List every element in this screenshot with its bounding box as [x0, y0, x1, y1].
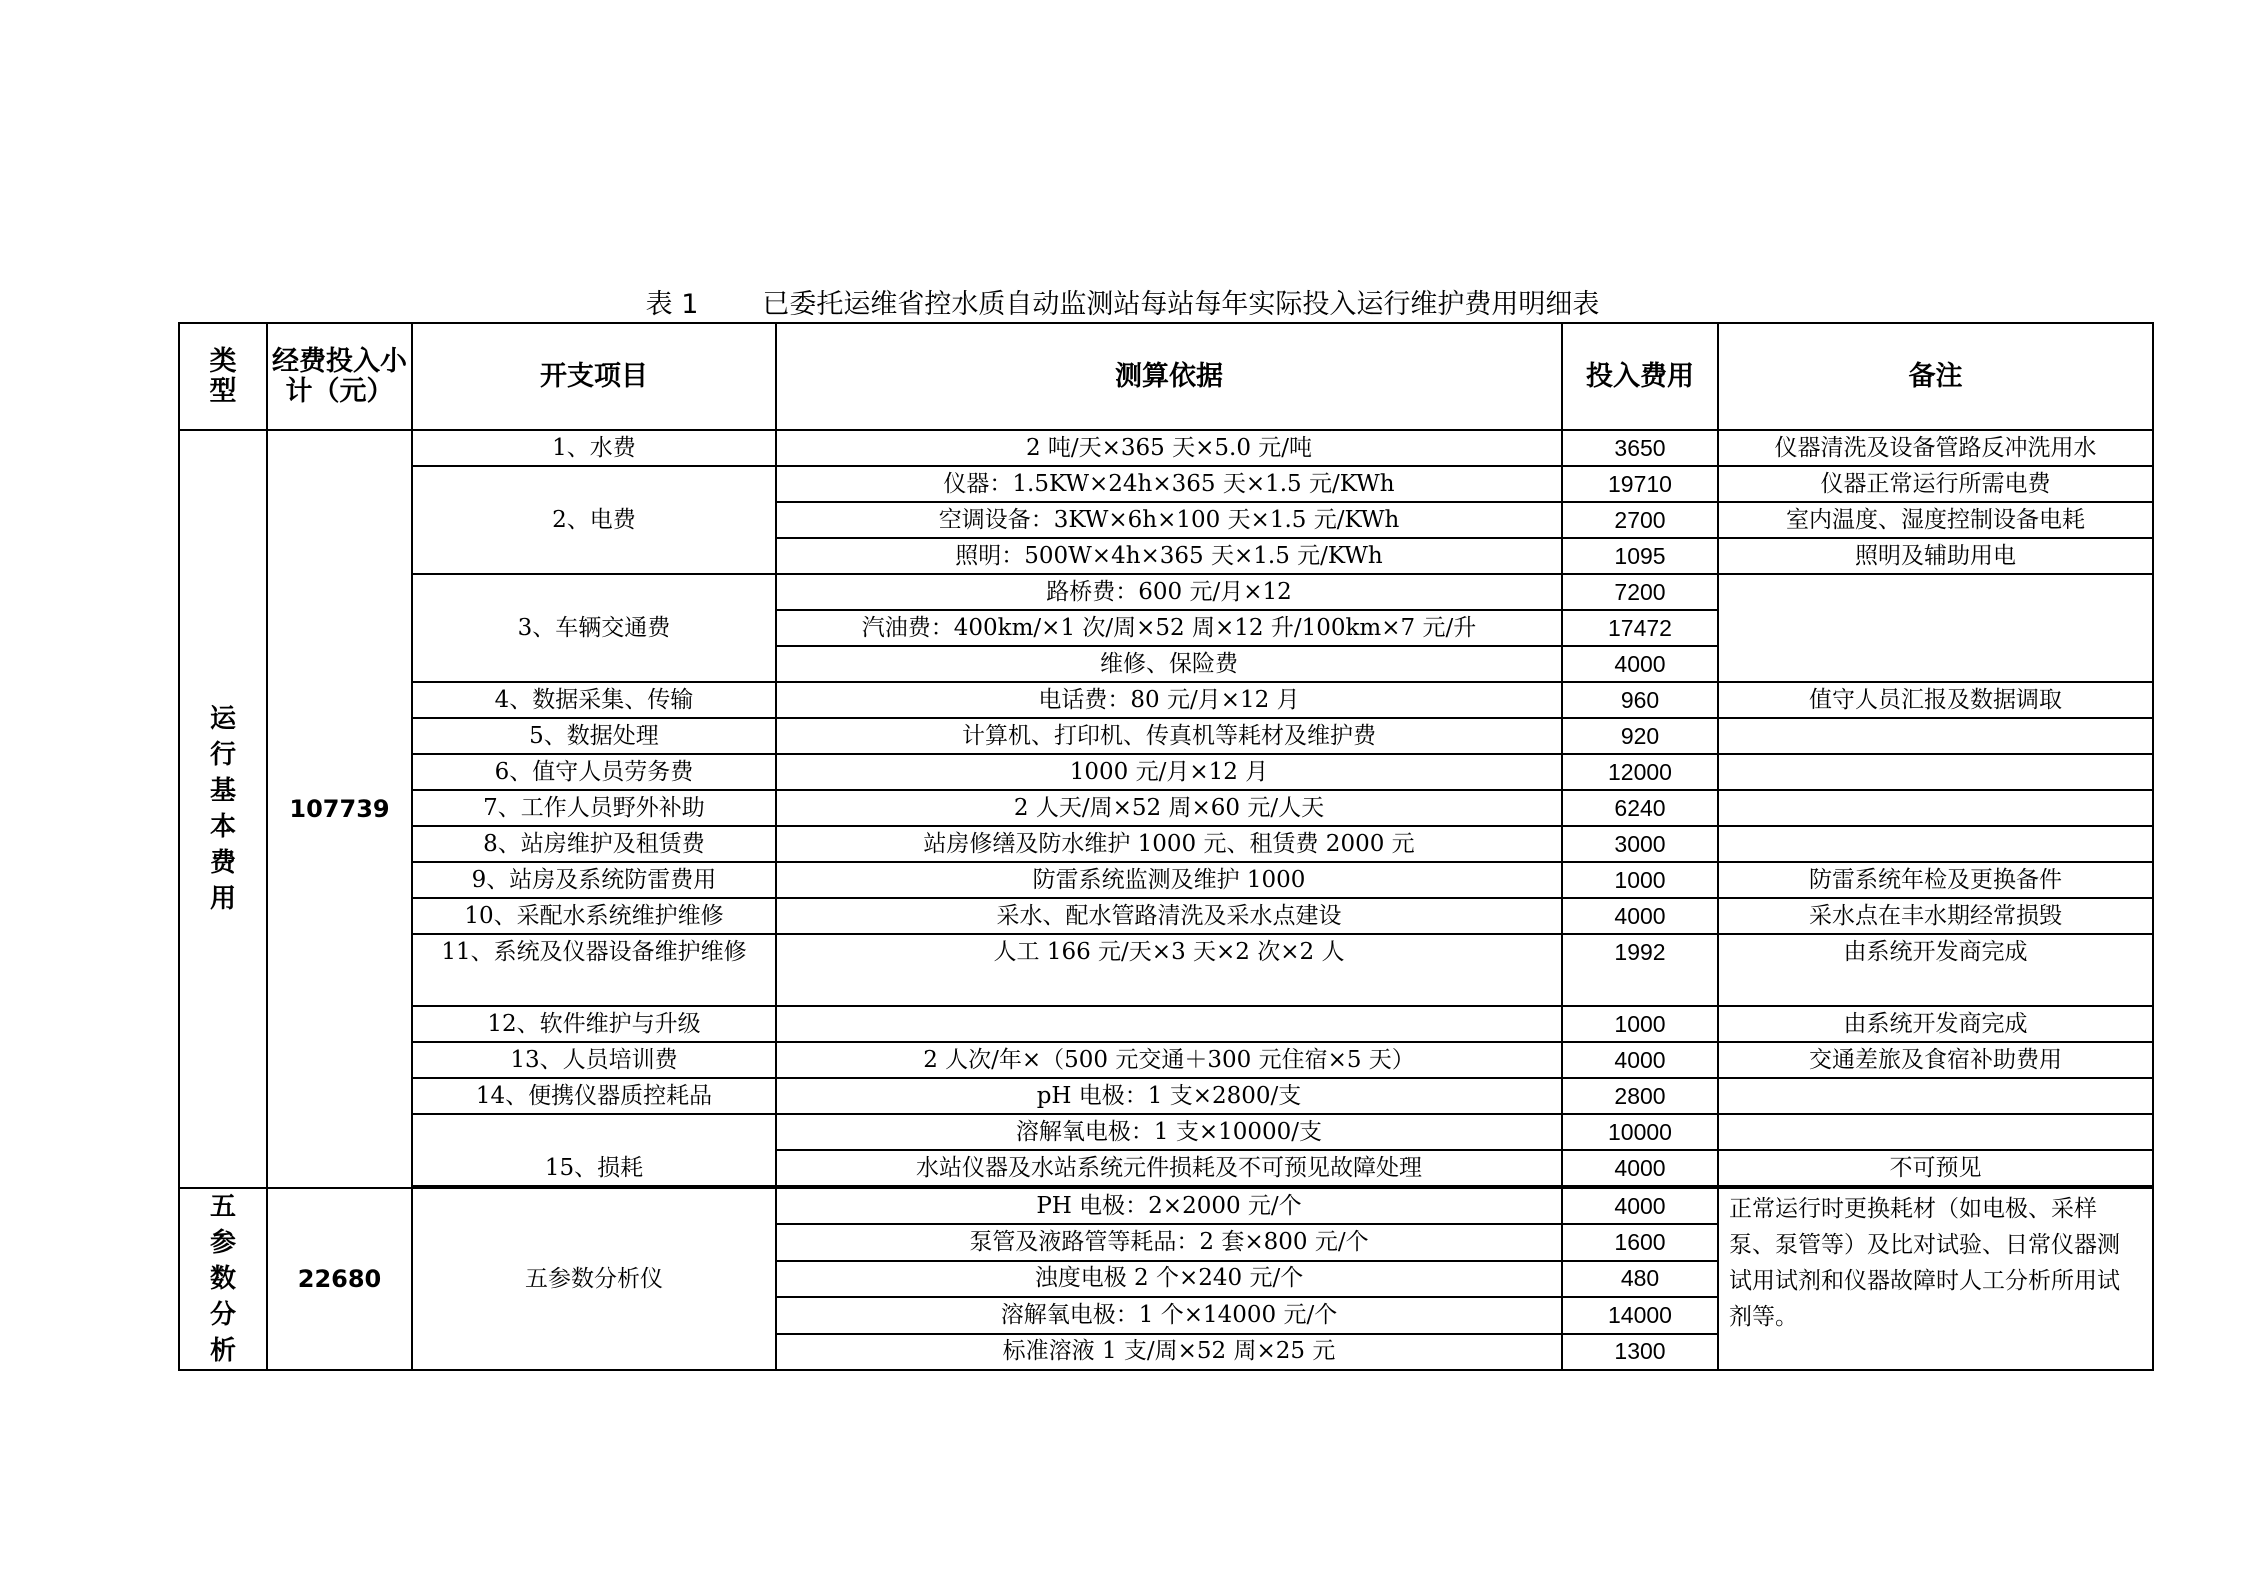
table-row: [179, 1114, 2153, 1150]
cost-cell: 1000: [1562, 1006, 1718, 1042]
basis-cell: 路桥费：600 元/月×12: [776, 574, 1562, 610]
note-cell: 不可预见: [1718, 1150, 2153, 1186]
cost-cell: 4000: [1562, 1188, 1718, 1224]
basis-cell: 2 吨/天×365 天×5.0 元/吨: [776, 430, 1562, 466]
item-name: 8、站房维护及租赁费: [412, 826, 776, 862]
item-name: 10、采配水系统维护维修: [412, 898, 776, 934]
item-name: 11、系统及仪器设备维护维修: [412, 934, 776, 1006]
cost-cell: 1300: [1562, 1334, 1718, 1370]
note-cell: [1718, 790, 2153, 826]
basis-cell: 电话费：80 元/月×12 月: [776, 682, 1562, 718]
cost-cell: 6240: [1562, 790, 1718, 826]
cost-cell: 7200: [1562, 574, 1718, 610]
item-name: 13、人员培训费: [412, 1042, 776, 1078]
cost-cell: 12000: [1562, 754, 1718, 790]
basis-cell: 汽油费：400km/×1 次/周×52 周×12 升/100km×7 元/升: [776, 610, 1562, 646]
cost-cell: 14000: [1562, 1297, 1718, 1333]
cost-table: [178, 322, 2154, 1371]
table-row: [179, 1006, 2153, 1042]
basis-cell: 仪器：1.5KW×24h×365 天×1.5 元/KWh: [776, 466, 1562, 502]
group1-type: 运行基本费用: [209, 704, 236, 914]
cost-cell: 10000: [1562, 1114, 1718, 1150]
header-cost: 投入费用: [1562, 323, 1718, 430]
header-subtotal: 经费投入小计（元）: [267, 323, 412, 430]
group2-subtotal: 22680: [267, 1188, 412, 1370]
cost-cell: 920: [1562, 718, 1718, 754]
header-type: 类型: [179, 323, 267, 430]
note-cell: 防雷系统年检及更换备件: [1718, 862, 2153, 898]
group1-type-cell: [179, 430, 267, 1188]
note-cell: 采水点在丰水期经常损毁: [1718, 898, 2153, 934]
cost-cell: 1095: [1562, 538, 1718, 574]
table-number: 表 1: [645, 289, 699, 320]
table-row: [179, 1188, 2153, 1224]
table-row: [179, 682, 2153, 718]
cost-cell: 4000: [1562, 898, 1718, 934]
item-name: 9、站房及系统防雷费用: [412, 862, 776, 898]
basis-cell: 防雷系统监测及维护 1000: [776, 862, 1562, 898]
table-row: [179, 574, 2153, 610]
basis-cell: 标准溶液 1 支/周×52 周×25 元: [776, 1334, 1562, 1370]
basis-cell: 维修、保险费: [776, 646, 1562, 682]
group2-type-cell: [179, 1188, 267, 1370]
item-name: 14、便携仪器质控耗品: [412, 1078, 776, 1114]
basis-cell: 照明：500W×4h×365 天×1.5 元/KWh: [776, 538, 1562, 574]
basis-cell: 水站仪器及水站系统元件损耗及不可预见故障处理: [776, 1150, 1562, 1186]
cost-cell: 1000: [1562, 862, 1718, 898]
cost-cell: 3650: [1562, 430, 1718, 466]
item-name: 15、损耗: [412, 1114, 776, 1186]
table-row: [179, 466, 2153, 502]
cost-cell: 3000: [1562, 826, 1718, 862]
basis-cell: 浊度电极 2 个×240 元/个: [776, 1261, 1562, 1297]
note-cell: [1718, 1078, 2153, 1114]
note-cell: 值守人员汇报及数据调取: [1718, 682, 2153, 718]
item-name: 2、电费: [412, 466, 776, 574]
note-cell: [1718, 754, 2153, 790]
basis-cell: 溶解氧电极：1 个×14000 元/个: [776, 1297, 1562, 1333]
table-caption: 已委托运维省控水质自动监测站每站每年实际投入运行维护费用明细表: [762, 289, 1600, 320]
item-name: 5、数据处理: [412, 718, 776, 754]
note-cell: 仪器正常运行所需电费: [1718, 466, 2153, 502]
note-cell: [1718, 574, 2153, 682]
table-row: [179, 898, 2153, 934]
table-row: [179, 1042, 2153, 1078]
note-cell: 照明及辅助用电: [1718, 538, 2153, 574]
basis-cell: 2 人天/周×52 周×60 元/人天: [776, 790, 1562, 826]
note-cell: [1718, 718, 2153, 754]
basis-cell: 人工 166 元/天×3 天×2 次×2 人: [776, 934, 1562, 1006]
note-cell: 交通差旅及食宿补助费用: [1718, 1042, 2153, 1078]
note-cell: 由系统开发商完成: [1718, 1006, 2153, 1042]
table-row: [179, 754, 2153, 790]
cost-cell: 4000: [1562, 1150, 1718, 1186]
cost-cell: 19710: [1562, 466, 1718, 502]
cost-cell: 1992: [1562, 934, 1718, 1006]
cost-cell: 4000: [1562, 1042, 1718, 1078]
table-row: [179, 718, 2153, 754]
table-row: [179, 862, 2153, 898]
item-name: 4、数据采集、传输: [412, 682, 776, 718]
note-cell: [1718, 826, 2153, 862]
header-basis: 测算依据: [776, 323, 1562, 430]
basis-cell: 溶解氧电极：1 支×10000/支: [776, 1114, 1562, 1150]
basis-cell: PH 电极：2×2000 元/个: [776, 1188, 1562, 1224]
item-name: 3、车辆交通费: [412, 574, 776, 682]
item-name: 6、值守人员劳务费: [412, 754, 776, 790]
cost-cell: 2800: [1562, 1078, 1718, 1114]
group1-subtotal: 107739: [267, 430, 412, 1188]
table-row: [179, 826, 2153, 862]
basis-cell: pH 电极：1 支×2800/支: [776, 1078, 1562, 1114]
cost-cell: 1600: [1562, 1224, 1718, 1260]
basis-cell: 计算机、打印机、传真机等耗材及维护费: [776, 718, 1562, 754]
table-title: [0, 282, 2245, 321]
table-row: [179, 790, 2153, 826]
group2-type: 五参数分析: [209, 1192, 236, 1366]
cost-cell: 960: [1562, 682, 1718, 718]
group2-note: 正常运行时更换耗材（如电极、采样泵、泵管等）及比对试验、日常仪器测试用试剂和仪器故障时人工分析所用试剂等。: [1718, 1188, 2153, 1370]
cost-cell: 2700: [1562, 502, 1718, 538]
item-name: 1、水费: [412, 430, 776, 466]
note-cell: [1718, 1114, 2153, 1150]
basis-cell: 泵管及液路管等耗品：2 套×800 元/个: [776, 1224, 1562, 1260]
note-cell: 仪器清洗及设备管路反冲洗用水: [1718, 430, 2153, 466]
basis-cell: 采水、配水管路清洗及采水点建设: [776, 898, 1562, 934]
cost-cell: 4000: [1562, 646, 1718, 682]
cost-cell: 17472: [1562, 610, 1718, 646]
basis-cell: 2 人次/年×（500 元交通＋300 元住宿×5 天）: [776, 1042, 1562, 1078]
header-item: 开支项目: [412, 323, 776, 430]
note-cell: 室内温度、湿度控制设备电耗: [1718, 502, 2153, 538]
basis-cell: 空调设备：3KW×6h×100 天×1.5 元/KWh: [776, 502, 1562, 538]
item-name: 7、工作人员野外补助: [412, 790, 776, 826]
header-note: 备注: [1718, 323, 2153, 430]
table-row: [179, 1078, 2153, 1114]
basis-cell: [776, 1006, 1562, 1042]
header-row: [179, 323, 2153, 430]
note-cell: 由系统开发商完成: [1718, 934, 2153, 1006]
item-name: 五参数分析仪: [412, 1188, 776, 1370]
table-row: [179, 934, 2153, 1006]
cost-cell: 480: [1562, 1261, 1718, 1297]
basis-cell: 站房修缮及防水维护 1000 元、租赁费 2000 元: [776, 826, 1562, 862]
item-name: 12、软件维护与升级: [412, 1006, 776, 1042]
basis-cell: 1000 元/月×12 月: [776, 754, 1562, 790]
table-row: [179, 430, 2153, 466]
